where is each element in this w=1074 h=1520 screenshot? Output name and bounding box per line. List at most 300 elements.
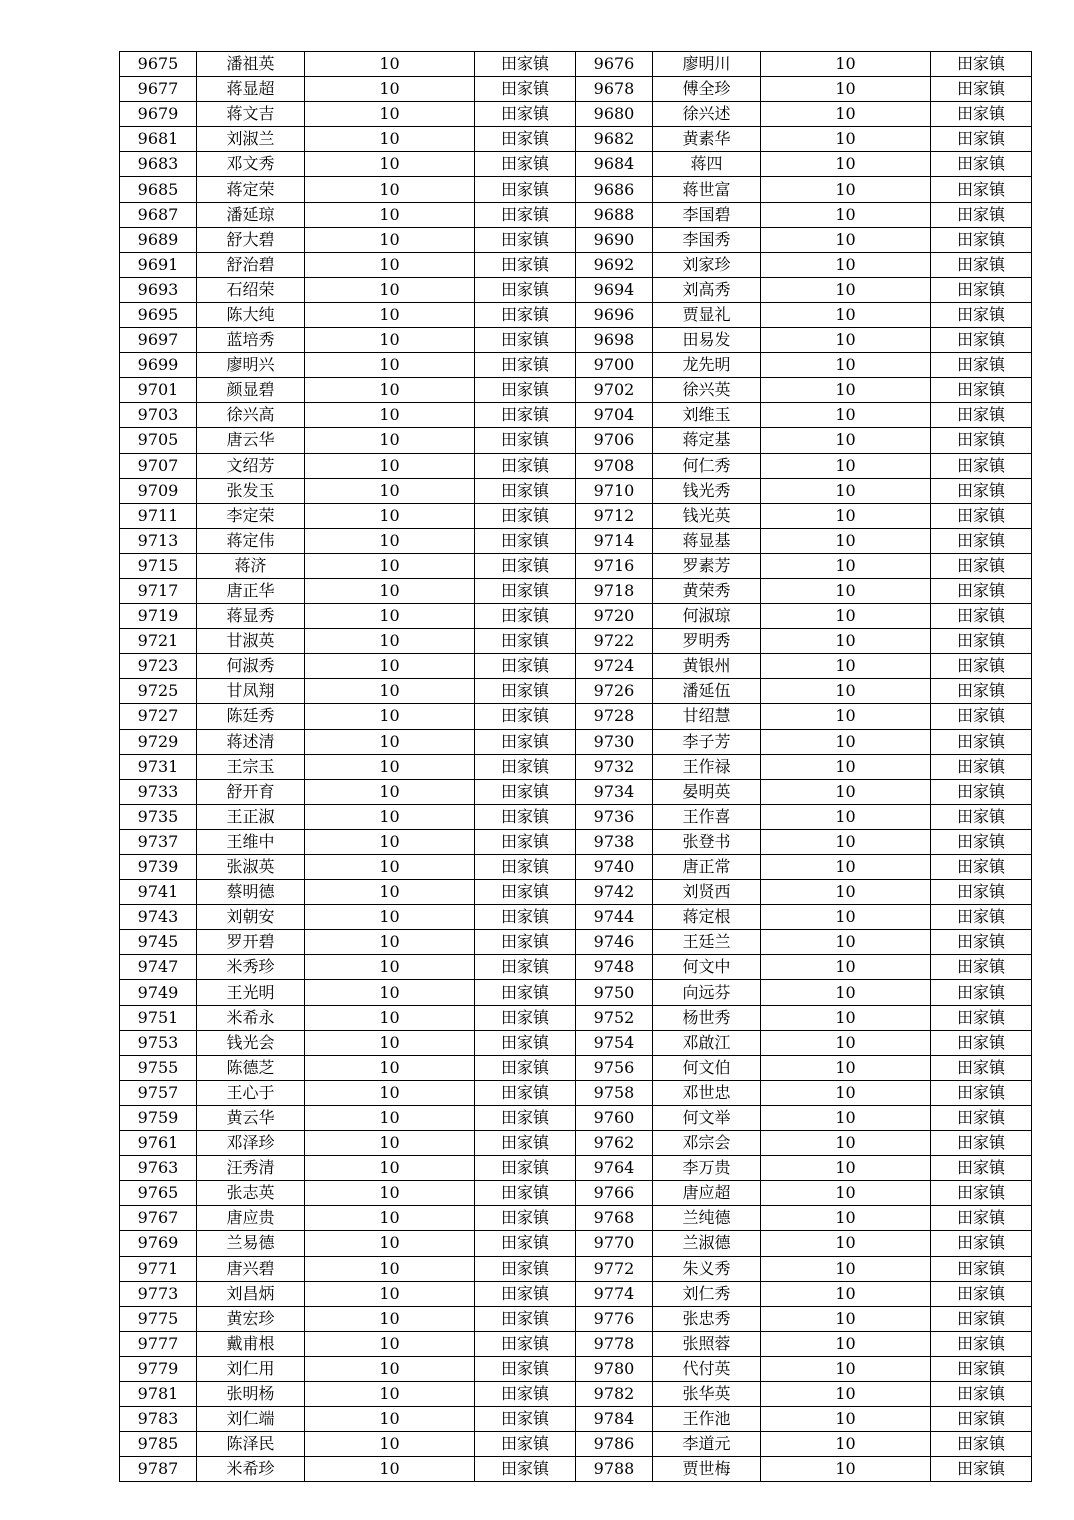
town-name-cell: 田家镇 [931, 453, 1032, 478]
entry-number-cell: 9690 [576, 227, 653, 252]
town-name-cell: 田家镇 [931, 1005, 1032, 1030]
entry-number-cell: 9769 [120, 1231, 197, 1256]
table-row [120, 729, 1032, 754]
entry-number-cell: 9774 [576, 1281, 653, 1306]
amount-cell: 10 [761, 679, 931, 704]
entry-number-cell: 9750 [576, 980, 653, 1005]
amount-cell: 10 [305, 804, 475, 829]
amount-cell: 10 [305, 428, 475, 453]
table-row [120, 1281, 1032, 1306]
person-name-cell: 田易发 [653, 328, 761, 353]
table-row [120, 955, 1032, 980]
entry-number-cell: 9729 [120, 729, 197, 754]
entry-number-cell: 9762 [576, 1131, 653, 1156]
amount-cell: 10 [305, 1457, 475, 1482]
town-name-cell: 田家镇 [475, 1457, 576, 1482]
entry-number-cell: 9735 [120, 804, 197, 829]
entry-number-cell: 9679 [120, 102, 197, 127]
town-name-cell: 田家镇 [931, 152, 1032, 177]
table-row [120, 629, 1032, 654]
entry-number-cell: 9695 [120, 302, 197, 327]
town-name-cell: 田家镇 [475, 1256, 576, 1281]
town-name-cell: 田家镇 [931, 1231, 1032, 1256]
amount-cell: 10 [305, 880, 475, 905]
person-name-cell: 贾显礼 [653, 302, 761, 327]
town-name-cell: 田家镇 [931, 353, 1032, 378]
amount-cell: 10 [761, 654, 931, 679]
amount-cell: 10 [761, 604, 931, 629]
town-name-cell: 田家镇 [475, 252, 576, 277]
entry-number-cell: 9705 [120, 428, 197, 453]
town-name-cell: 田家镇 [931, 930, 1032, 955]
amount-cell: 10 [305, 1055, 475, 1080]
person-name-cell: 唐兴碧 [197, 1256, 305, 1281]
person-name-cell: 刘仁秀 [653, 1281, 761, 1306]
entry-number-cell: 9782 [576, 1381, 653, 1406]
amount-cell: 10 [305, 829, 475, 854]
town-name-cell: 田家镇 [931, 1206, 1032, 1231]
entry-number-cell: 9716 [576, 553, 653, 578]
person-name-cell: 甘淑英 [197, 629, 305, 654]
amount-cell: 10 [305, 1432, 475, 1457]
entry-number-cell: 9688 [576, 202, 653, 227]
entry-number-cell: 9675 [120, 52, 197, 77]
town-name-cell: 田家镇 [475, 1181, 576, 1206]
person-name-cell: 张志英 [197, 1181, 305, 1206]
amount-cell: 10 [305, 77, 475, 102]
table-row [120, 1356, 1032, 1381]
entry-number-cell: 9692 [576, 252, 653, 277]
entry-number-cell: 9768 [576, 1206, 653, 1231]
person-name-cell: 蒋济 [197, 553, 305, 578]
amount-cell: 10 [761, 704, 931, 729]
town-name-cell: 田家镇 [931, 654, 1032, 679]
entry-number-cell: 9722 [576, 629, 653, 654]
entry-number-cell: 9778 [576, 1331, 653, 1356]
amount-cell: 10 [305, 328, 475, 353]
table-row [120, 102, 1032, 127]
table-row [120, 227, 1032, 252]
person-name-cell: 何文举 [653, 1105, 761, 1130]
table-row [120, 77, 1032, 102]
table-row [120, 202, 1032, 227]
entry-number-cell: 9715 [120, 553, 197, 578]
amount-cell: 10 [305, 277, 475, 302]
town-name-cell: 田家镇 [475, 52, 576, 77]
town-name-cell: 田家镇 [475, 77, 576, 102]
entry-number-cell: 9727 [120, 704, 197, 729]
person-name-cell: 刘朝安 [197, 905, 305, 930]
amount-cell: 10 [305, 1181, 475, 1206]
entry-number-cell: 9702 [576, 378, 653, 403]
town-name-cell: 田家镇 [475, 1331, 576, 1356]
amount-cell: 10 [761, 102, 931, 127]
town-name-cell: 田家镇 [475, 227, 576, 252]
person-name-cell: 代付英 [653, 1356, 761, 1381]
entry-number-cell: 9686 [576, 177, 653, 202]
entry-number-cell: 9765 [120, 1181, 197, 1206]
amount-cell: 10 [761, 880, 931, 905]
table-row [120, 528, 1032, 553]
amount-cell: 10 [305, 930, 475, 955]
entry-number-cell: 9709 [120, 478, 197, 503]
town-name-cell: 田家镇 [475, 829, 576, 854]
entry-number-cell: 9693 [120, 277, 197, 302]
entry-number-cell: 9732 [576, 754, 653, 779]
person-name-cell: 颜显碧 [197, 378, 305, 403]
entry-number-cell: 9708 [576, 453, 653, 478]
entry-number-cell: 9744 [576, 905, 653, 930]
person-name-cell: 石绍荣 [197, 277, 305, 302]
person-name-cell: 舒开育 [197, 779, 305, 804]
person-name-cell: 傅全珍 [653, 77, 761, 102]
entry-number-cell: 9783 [120, 1407, 197, 1432]
person-name-cell: 张明杨 [197, 1381, 305, 1406]
entry-number-cell: 9760 [576, 1105, 653, 1130]
entry-number-cell: 9698 [576, 328, 653, 353]
entry-number-cell: 9773 [120, 1281, 197, 1306]
person-name-cell: 罗开碧 [197, 930, 305, 955]
table-row [120, 1306, 1032, 1331]
town-name-cell: 田家镇 [475, 679, 576, 704]
town-name-cell: 田家镇 [475, 478, 576, 503]
entry-number-cell: 9680 [576, 102, 653, 127]
entry-number-cell: 9683 [120, 152, 197, 177]
town-name-cell: 田家镇 [931, 1381, 1032, 1406]
table-row [120, 478, 1032, 503]
town-name-cell: 田家镇 [475, 353, 576, 378]
town-name-cell: 田家镇 [475, 553, 576, 578]
table-row [120, 930, 1032, 955]
table-row [120, 1156, 1032, 1181]
town-name-cell: 田家镇 [931, 829, 1032, 854]
town-name-cell: 田家镇 [931, 1181, 1032, 1206]
amount-cell: 10 [761, 1206, 931, 1231]
person-name-cell: 廖明兴 [197, 353, 305, 378]
person-name-cell: 蓝培秀 [197, 328, 305, 353]
entry-number-cell: 9726 [576, 679, 653, 704]
town-name-cell: 田家镇 [475, 629, 576, 654]
entry-number-cell: 9706 [576, 428, 653, 453]
table-row [120, 1005, 1032, 1030]
town-name-cell: 田家镇 [931, 1156, 1032, 1181]
person-name-cell: 钱光英 [653, 503, 761, 528]
person-name-cell: 龙先明 [653, 353, 761, 378]
amount-cell: 10 [305, 1005, 475, 1030]
table-row [120, 453, 1032, 478]
person-name-cell: 张华英 [653, 1381, 761, 1406]
roster-body [120, 52, 1032, 1482]
person-name-cell: 李子芳 [653, 729, 761, 754]
amount-cell: 10 [305, 779, 475, 804]
table-row [120, 779, 1032, 804]
entry-number-cell: 9730 [576, 729, 653, 754]
table-row [120, 1457, 1032, 1482]
amount-cell: 10 [305, 252, 475, 277]
person-name-cell: 刘高秀 [653, 277, 761, 302]
amount-cell: 10 [761, 629, 931, 654]
amount-cell: 10 [761, 453, 931, 478]
entry-number-cell: 9741 [120, 880, 197, 905]
person-name-cell: 刘淑兰 [197, 127, 305, 152]
town-name-cell: 田家镇 [475, 127, 576, 152]
amount-cell: 10 [761, 277, 931, 302]
amount-cell: 10 [761, 1055, 931, 1080]
town-name-cell: 田家镇 [475, 578, 576, 603]
entry-number-cell: 9676 [576, 52, 653, 77]
amount-cell: 10 [305, 227, 475, 252]
amount-cell: 10 [761, 378, 931, 403]
town-name-cell: 田家镇 [475, 1030, 576, 1055]
person-name-cell: 徐兴英 [653, 378, 761, 403]
table-row [120, 177, 1032, 202]
town-name-cell: 田家镇 [931, 553, 1032, 578]
entry-number-cell: 9717 [120, 578, 197, 603]
person-name-cell: 杨世秀 [653, 1005, 761, 1030]
person-name-cell: 唐正华 [197, 578, 305, 603]
town-name-cell: 田家镇 [931, 1457, 1032, 1482]
person-name-cell: 兰易德 [197, 1231, 305, 1256]
entry-number-cell: 9704 [576, 403, 653, 428]
town-name-cell: 田家镇 [475, 503, 576, 528]
entry-number-cell: 9784 [576, 1407, 653, 1432]
person-name-cell: 张忠秀 [653, 1306, 761, 1331]
amount-cell: 10 [761, 202, 931, 227]
town-name-cell: 田家镇 [931, 328, 1032, 353]
town-name-cell: 田家镇 [475, 1306, 576, 1331]
amount-cell: 10 [761, 1105, 931, 1130]
person-name-cell: 张登书 [653, 829, 761, 854]
town-name-cell: 田家镇 [931, 227, 1032, 252]
person-name-cell: 王作禄 [653, 754, 761, 779]
amount-cell: 10 [761, 980, 931, 1005]
town-name-cell: 田家镇 [931, 1105, 1032, 1130]
person-name-cell: 蒋述清 [197, 729, 305, 754]
amount-cell: 10 [761, 478, 931, 503]
entry-number-cell: 9788 [576, 1457, 653, 1482]
town-name-cell: 田家镇 [475, 704, 576, 729]
town-name-cell: 田家镇 [475, 1105, 576, 1130]
town-name-cell: 田家镇 [931, 855, 1032, 880]
entry-number-cell: 9787 [120, 1457, 197, 1482]
amount-cell: 10 [761, 328, 931, 353]
town-name-cell: 田家镇 [931, 277, 1032, 302]
town-name-cell: 田家镇 [931, 77, 1032, 102]
person-name-cell: 刘仁用 [197, 1356, 305, 1381]
person-name-cell: 米希永 [197, 1005, 305, 1030]
entry-number-cell: 9734 [576, 779, 653, 804]
entry-number-cell: 9733 [120, 779, 197, 804]
amount-cell: 10 [761, 553, 931, 578]
person-name-cell: 李定荣 [197, 503, 305, 528]
table-row [120, 328, 1032, 353]
town-name-cell: 田家镇 [475, 1407, 576, 1432]
entry-number-cell: 9737 [120, 829, 197, 854]
entry-number-cell: 9725 [120, 679, 197, 704]
table-row [120, 1256, 1032, 1281]
town-name-cell: 田家镇 [931, 1306, 1032, 1331]
entry-number-cell: 9766 [576, 1181, 653, 1206]
town-name-cell: 田家镇 [475, 880, 576, 905]
town-name-cell: 田家镇 [931, 378, 1032, 403]
amount-cell: 10 [761, 353, 931, 378]
town-name-cell: 田家镇 [475, 955, 576, 980]
town-name-cell: 田家镇 [931, 704, 1032, 729]
person-name-cell: 邓世忠 [653, 1080, 761, 1105]
person-name-cell: 兰纯德 [653, 1206, 761, 1231]
amount-cell: 10 [305, 1030, 475, 1055]
town-name-cell: 田家镇 [475, 855, 576, 880]
town-name-cell: 田家镇 [931, 1331, 1032, 1356]
person-name-cell: 米希珍 [197, 1457, 305, 1482]
amount-cell: 10 [305, 528, 475, 553]
entry-number-cell: 9770 [576, 1231, 653, 1256]
amount-cell: 10 [761, 252, 931, 277]
person-name-cell: 黄宏珍 [197, 1306, 305, 1331]
table-row [120, 704, 1032, 729]
amount-cell: 10 [305, 679, 475, 704]
person-name-cell: 邓宗会 [653, 1131, 761, 1156]
person-name-cell: 黄银州 [653, 654, 761, 679]
town-name-cell: 田家镇 [931, 1080, 1032, 1105]
entry-number-cell: 9694 [576, 277, 653, 302]
amount-cell: 10 [761, 127, 931, 152]
amount-cell: 10 [305, 1281, 475, 1306]
person-name-cell: 罗素芳 [653, 553, 761, 578]
entry-number-cell: 9771 [120, 1256, 197, 1281]
town-name-cell: 田家镇 [931, 52, 1032, 77]
town-name-cell: 田家镇 [475, 930, 576, 955]
amount-cell: 10 [305, 855, 475, 880]
person-name-cell: 刘家珍 [653, 252, 761, 277]
entry-number-cell: 9772 [576, 1256, 653, 1281]
person-name-cell: 刘维玉 [653, 403, 761, 428]
town-name-cell: 田家镇 [931, 604, 1032, 629]
person-name-cell: 蒋定基 [653, 428, 761, 453]
entry-number-cell: 9786 [576, 1432, 653, 1457]
amount-cell: 10 [305, 403, 475, 428]
entry-number-cell: 9776 [576, 1306, 653, 1331]
person-name-cell: 刘贤西 [653, 880, 761, 905]
table-row [120, 503, 1032, 528]
town-name-cell: 田家镇 [931, 1356, 1032, 1381]
town-name-cell: 田家镇 [931, 578, 1032, 603]
table-row [120, 152, 1032, 177]
entry-number-cell: 9751 [120, 1005, 197, 1030]
town-name-cell: 田家镇 [475, 980, 576, 1005]
person-name-cell: 徐兴述 [653, 102, 761, 127]
town-name-cell: 田家镇 [475, 1206, 576, 1231]
table-row [120, 302, 1032, 327]
amount-cell: 10 [761, 804, 931, 829]
amount-cell: 10 [305, 729, 475, 754]
amount-cell: 10 [761, 955, 931, 980]
town-name-cell: 田家镇 [475, 754, 576, 779]
person-name-cell: 潘延伍 [653, 679, 761, 704]
entry-number-cell: 9738 [576, 829, 653, 854]
entry-number-cell: 9756 [576, 1055, 653, 1080]
table-row [120, 679, 1032, 704]
town-name-cell: 田家镇 [931, 679, 1032, 704]
town-name-cell: 田家镇 [931, 403, 1032, 428]
table-row [120, 1331, 1032, 1356]
town-name-cell: 田家镇 [931, 779, 1032, 804]
person-name-cell: 唐正常 [653, 855, 761, 880]
amount-cell: 10 [305, 1407, 475, 1432]
town-name-cell: 田家镇 [475, 1432, 576, 1457]
table-row [120, 804, 1032, 829]
entry-number-cell: 9743 [120, 905, 197, 930]
amount-cell: 10 [305, 127, 475, 152]
entry-number-cell: 9746 [576, 930, 653, 955]
town-name-cell: 田家镇 [475, 729, 576, 754]
town-name-cell: 田家镇 [475, 1005, 576, 1030]
entry-number-cell: 9755 [120, 1055, 197, 1080]
town-name-cell: 田家镇 [475, 453, 576, 478]
entry-number-cell: 9684 [576, 152, 653, 177]
town-name-cell: 田家镇 [475, 1381, 576, 1406]
person-name-cell: 米秀珍 [197, 955, 305, 980]
amount-cell: 10 [305, 453, 475, 478]
person-name-cell: 王作喜 [653, 804, 761, 829]
entry-number-cell: 9682 [576, 127, 653, 152]
amount-cell: 10 [305, 704, 475, 729]
table-row [120, 1181, 1032, 1206]
amount-cell: 10 [305, 52, 475, 77]
entry-number-cell: 9779 [120, 1356, 197, 1381]
person-name-cell: 朱义秀 [653, 1256, 761, 1281]
person-name-cell: 黄素华 [653, 127, 761, 152]
amount-cell: 10 [305, 604, 475, 629]
table-row [120, 880, 1032, 905]
person-name-cell: 汪秀清 [197, 1156, 305, 1181]
person-name-cell: 蒋显超 [197, 77, 305, 102]
person-name-cell: 何文中 [653, 955, 761, 980]
person-name-cell: 蒋定荣 [197, 177, 305, 202]
person-name-cell: 李万贵 [653, 1156, 761, 1181]
amount-cell: 10 [305, 905, 475, 930]
town-name-cell: 田家镇 [475, 804, 576, 829]
town-name-cell: 田家镇 [931, 905, 1032, 930]
amount-cell: 10 [761, 177, 931, 202]
town-name-cell: 田家镇 [931, 754, 1032, 779]
person-name-cell: 贾世梅 [653, 1457, 761, 1482]
amount-cell: 10 [761, 729, 931, 754]
town-name-cell: 田家镇 [475, 428, 576, 453]
town-name-cell: 田家镇 [931, 252, 1032, 277]
person-name-cell: 刘昌炳 [197, 1281, 305, 1306]
table-row [120, 1407, 1032, 1432]
person-name-cell: 舒大碧 [197, 227, 305, 252]
amount-cell: 10 [761, 152, 931, 177]
table-row [120, 1206, 1032, 1231]
person-name-cell: 黄云华 [197, 1105, 305, 1130]
person-name-cell: 蒋四 [653, 152, 761, 177]
entry-number-cell: 9701 [120, 378, 197, 403]
town-name-cell: 田家镇 [931, 1030, 1032, 1055]
person-name-cell: 钱光会 [197, 1030, 305, 1055]
person-name-cell: 唐云华 [197, 428, 305, 453]
person-name-cell: 蒋定根 [653, 905, 761, 930]
table-row [120, 353, 1032, 378]
amount-cell: 10 [305, 478, 475, 503]
person-name-cell: 唐应贵 [197, 1206, 305, 1231]
amount-cell: 10 [305, 1231, 475, 1256]
amount-cell: 10 [761, 302, 931, 327]
town-name-cell: 田家镇 [931, 629, 1032, 654]
entry-number-cell: 9699 [120, 353, 197, 378]
table-row [120, 1105, 1032, 1130]
